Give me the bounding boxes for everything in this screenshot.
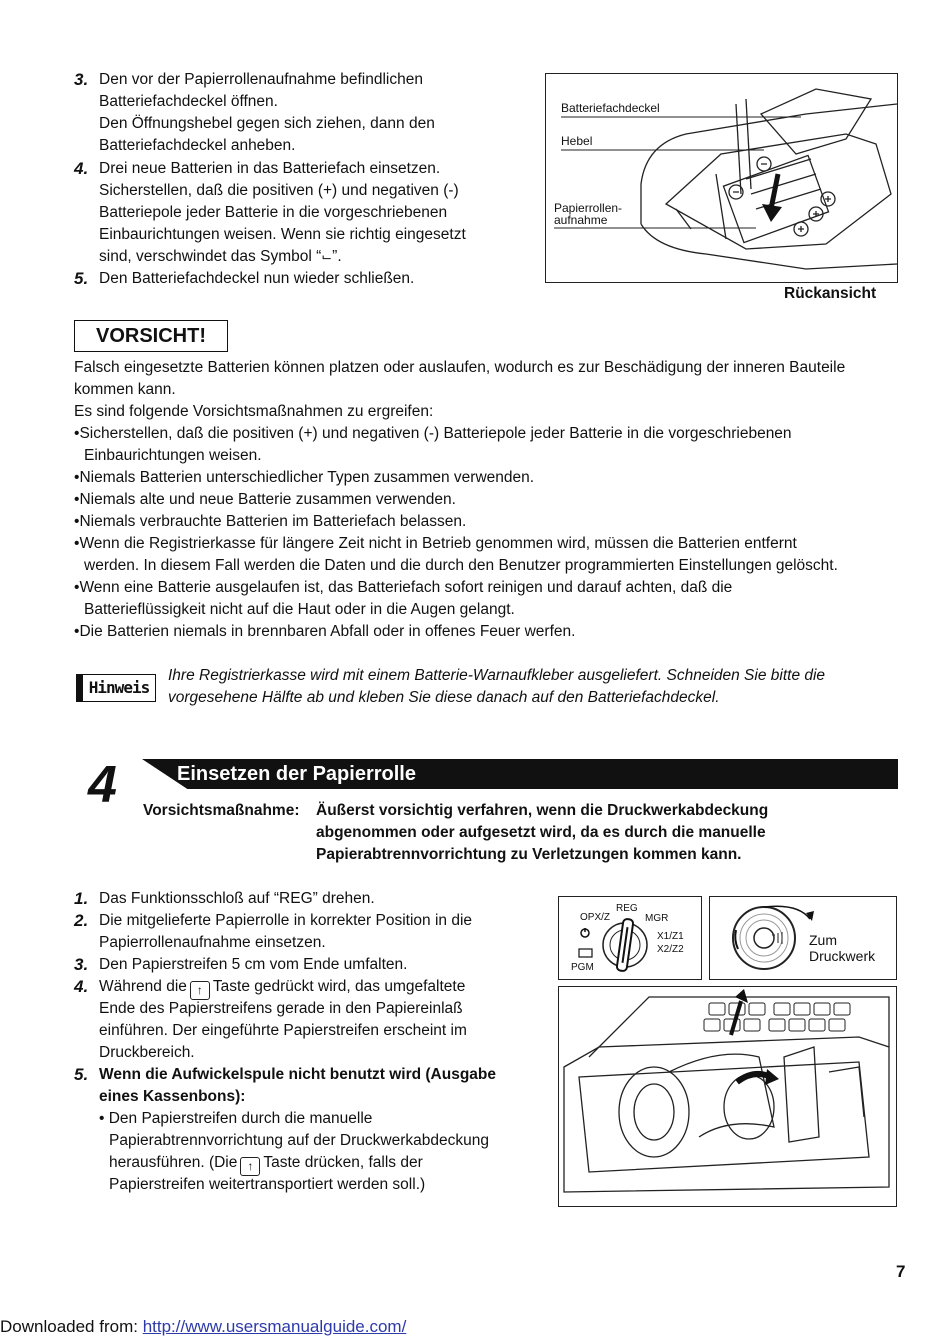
caution-text: Falsch eingesetzte Batterien können platzen oder auslaufen, wodurch es zur Beschädigung der inneren Bauteile [74, 359, 846, 376]
caution-bullet: •Wenn eine Batterie ausgelaufen ist, das Batteriefach sofort reinigen und darauf achten, daß die [74, 579, 733, 596]
paper-feed-key-icon: ↑ [190, 981, 210, 1000]
step-text: sind, verschwindet das Symbol “⌙”. [99, 248, 342, 265]
step-number: 4. [74, 159, 89, 178]
label-paper-holder-1: Papierrollen- [554, 201, 623, 215]
keylock-reg: REG [616, 903, 638, 914]
caution-title: VORSICHT! [74, 320, 228, 352]
note-text: vorgesehene Hälfte ab und kleben Sie diese danach auf den Batteriefachdeckel. [168, 689, 720, 706]
caution-bullet-cont: Einbaurichtungen weisen. [84, 447, 262, 464]
step-text: Sicherstellen, daß die positiven (+) und negativen (-) [99, 182, 459, 199]
step-text: Die mitgelieferte Papierrolle in korrekter Position in die [99, 912, 473, 929]
step-text: einführen. Der eingeführte Papierstreifen erscheint im [99, 1022, 467, 1039]
step-number: 3. [74, 70, 89, 89]
step-text: eines Kassenbons): [99, 1088, 246, 1105]
step-number: 4. [74, 977, 89, 996]
step-text: Papierrollenaufnahme einsetzen. [99, 934, 326, 951]
step-subtext: Papierabtrennvorrichtung auf der Druckwerkabdeckung [109, 1132, 489, 1149]
caution-bullet: •Sicherstellen, daß die positiven (+) und negativen (-) Batteriepole jeder Batterie in die vorgeschriebenen [74, 425, 792, 442]
step-text: Einbaurichtungen weisen. Wenn sie richtig eingesetzt [99, 226, 466, 243]
step-text: Das Funktionsschloß auf “REG” drehen. [99, 890, 375, 907]
note-label: Hinweis [77, 675, 155, 701]
label-lever: Hebel [561, 134, 593, 148]
footer-link[interactable]: http://www.usersmanualguide.com/ [142, 1317, 407, 1336]
keylock-pgm: PGM [571, 962, 594, 973]
mode-switch-figure [558, 896, 702, 980]
step-text: Den Papierstreifen 5 cm vom Ende umfalten. [99, 956, 408, 973]
low-battery-symbol: ⌙ [321, 249, 333, 264]
keylock-x1z1: X1/Z1 [657, 931, 684, 942]
step-number: 3. [74, 955, 89, 974]
paper-roll-icon [710, 897, 896, 979]
step-text: Den Batteriefachdeckel nun wieder schließen. [99, 270, 415, 287]
section-title: Einsetzen der Papierrolle [177, 763, 416, 785]
step-number: 5. [74, 269, 89, 288]
step-number: 2. [74, 911, 89, 930]
roll-label-2: Druckwerk [809, 948, 876, 964]
section-number: 4 [88, 756, 117, 814]
step-text: Den vor der Papierrollenaufnahme befindlichen [99, 71, 423, 88]
caution-bullet-cont: Batterieflüssigkeit nicht auf die Haut oder in die Augen gelangt. [84, 601, 515, 618]
note-text: Ihre Registrierkasse wird mit einem Batterie-Warnaufkleber ausgeliefert. Schneiden Sie bitte die [168, 667, 826, 684]
caution-bullet: •Wenn die Registrierkasse für längere Zeit nicht in Betrieb genommen wird, müssen die Batterien entfernt [74, 535, 797, 552]
caution-bullet: •Niemals alte und neue Batterie zusammen verwenden. [74, 491, 456, 508]
step-text: Batteriefachdeckel anheben. [99, 137, 296, 154]
step-subtext: Papierstreifen weitertransportiert werden soll.) [109, 1176, 426, 1193]
step-text: Drei neue Batterien in das Batteriefach einsetzen. [99, 160, 441, 177]
figure-caption: Rückansicht [784, 285, 877, 302]
printer-drawing [559, 987, 896, 1206]
precaution-text: Papierabtrennvorrichtung zu Verletzungen kommen kann. [316, 846, 742, 863]
keylock-mgr: MGR [645, 913, 669, 924]
step-text: Während die ↑ Taste gedrückt wird, das umgefaltete [99, 976, 465, 1000]
step-text: Batteriefachdeckel öffnen. [99, 93, 278, 110]
paper-feed-key-icon: ↑ [240, 1157, 260, 1176]
step-text: Wenn die Aufwickelspule nicht benutzt wird (Ausgabe [99, 1066, 497, 1083]
step-subtext: • Den Papierstreifen durch die manuelle [99, 1110, 373, 1127]
roll-label-1: Zum [809, 932, 837, 948]
precaution-text: Äußerst vorsichtig verfahren, wenn die Druckwerkabdeckung [316, 802, 769, 819]
step-number: 5. [74, 1065, 89, 1084]
precaution-text: abgenommen oder aufgesetzt wird, da es durch die manuelle [316, 824, 766, 841]
step-text: Batteriepole jeder Batterie in die vorgeschriebenen [99, 204, 448, 221]
label-battery-cover: Batteriefachdeckel [561, 101, 660, 115]
caution-bullet: •Niemals verbrauchte Batterien im Batteriefach belassen. [74, 513, 467, 530]
caution-text: kommen kann. [74, 381, 176, 398]
caution-bullet: •Niemals Batterien unterschiedlicher Typen zusammen verwenden. [74, 469, 535, 486]
keylock-x2z2: X2/Z2 [657, 944, 684, 955]
caution-bullet: •Die Batterien niemals in brennbaren Abfall oder in offenes Feuer werfen. [74, 623, 576, 640]
paper-roll-direction-figure [709, 896, 897, 980]
note-badge [76, 674, 156, 702]
step-subtext: herausführen. (Die ↑ Taste drücken, falls der [109, 1152, 423, 1176]
label-paper-holder-2: aufnahme [554, 213, 608, 227]
battery-compartment-figure [545, 73, 898, 283]
precaution-label: Vorsichtsmaßnahme: [143, 802, 300, 819]
step-text: Ende des Papierstreifens gerade in den Papiereinlaß [99, 1000, 463, 1017]
step-text: Druckbereich. [99, 1044, 195, 1061]
caution-text: Es sind folgende Vorsichtsmaßnahmen zu ergreifen: [74, 403, 434, 420]
printer-illustration [558, 986, 897, 1207]
footer-prefix: Downloaded from: [0, 1317, 143, 1336]
step-number: 1. [74, 889, 89, 908]
keylock-opxz: OPX/Z [580, 912, 611, 923]
page-number: 7 [896, 1262, 906, 1281]
footer [0, 1317, 406, 1337]
step-text: Den Öffnungshebel gegen sich ziehen, dann den [99, 115, 435, 132]
caution-bullet-cont: werden. In diesem Fall werden die Daten und die durch den Benutzer programmierten Einstellungen gelöscht. [84, 557, 838, 574]
